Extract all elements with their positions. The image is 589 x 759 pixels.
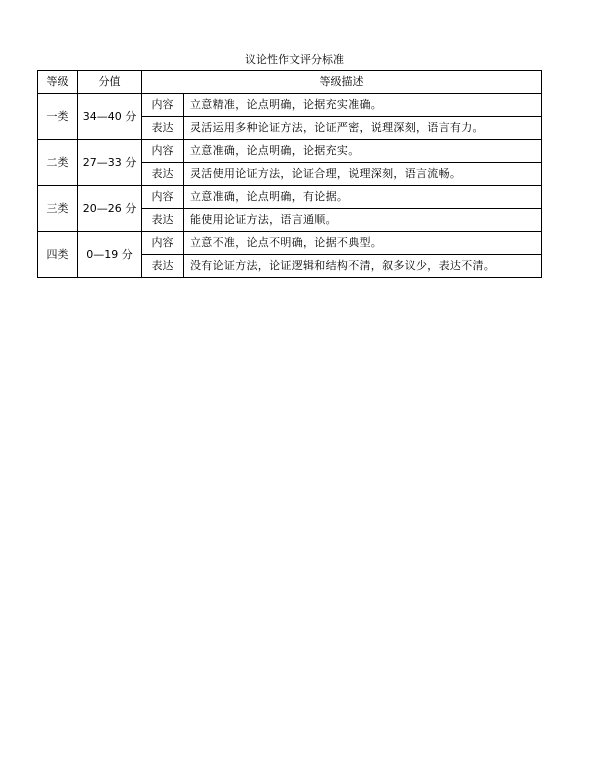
aspect-expression-label: 表达 bbox=[142, 163, 184, 186]
expression-description: 能使用论证方法，语言通顺。 bbox=[184, 209, 542, 232]
grade-cell: 四类 bbox=[38, 232, 78, 278]
grade-cell: 一类 bbox=[38, 94, 78, 140]
score-cell: 20—26 分 bbox=[78, 186, 142, 232]
document-title: 议论性作文评分标准 bbox=[245, 53, 344, 66]
expression-description: 灵活运用多种论证方法，论证严密，说理深刻，语言有力。 bbox=[184, 117, 542, 140]
scoring-rubric-table bbox=[37, 70, 542, 278]
table-row bbox=[38, 186, 542, 209]
score-cell: 27—33 分 bbox=[78, 140, 142, 186]
aspect-content-label: 内容 bbox=[142, 186, 184, 209]
grade-cell: 三类 bbox=[38, 186, 78, 232]
aspect-content-label: 内容 bbox=[142, 232, 184, 255]
score-cell: 0—19 分 bbox=[78, 232, 142, 278]
table-header-row bbox=[38, 71, 542, 94]
table-row bbox=[38, 140, 542, 163]
grade-cell: 二类 bbox=[38, 140, 78, 186]
aspect-content-label: 内容 bbox=[142, 140, 184, 163]
aspect-expression-label: 表达 bbox=[142, 255, 184, 278]
aspect-expression-label: 表达 bbox=[142, 117, 184, 140]
table-row bbox=[38, 94, 542, 117]
content-description: 立意精准，论点明确，论据充实准确。 bbox=[184, 94, 542, 117]
aspect-content-label: 内容 bbox=[142, 94, 184, 117]
score-cell: 34—40 分 bbox=[78, 94, 142, 140]
content-description: 立意准确，论点明确，有论据。 bbox=[184, 186, 542, 209]
header-description: 等级描述 bbox=[142, 71, 542, 94]
expression-description: 没有论证方法，论证逻辑和结构不清，叙多议少，表达不清。 bbox=[184, 255, 542, 278]
content-description: 立意不准，论点不明确，论据不典型。 bbox=[184, 232, 542, 255]
content-description: 立意准确，论点明确，论据充实。 bbox=[184, 140, 542, 163]
expression-description: 灵活使用论证方法，论证合理，说理深刻，语言流畅。 bbox=[184, 163, 542, 186]
table-row bbox=[38, 232, 542, 255]
header-score: 分值 bbox=[78, 71, 142, 94]
aspect-expression-label: 表达 bbox=[142, 209, 184, 232]
header-grade: 等级 bbox=[38, 71, 78, 94]
